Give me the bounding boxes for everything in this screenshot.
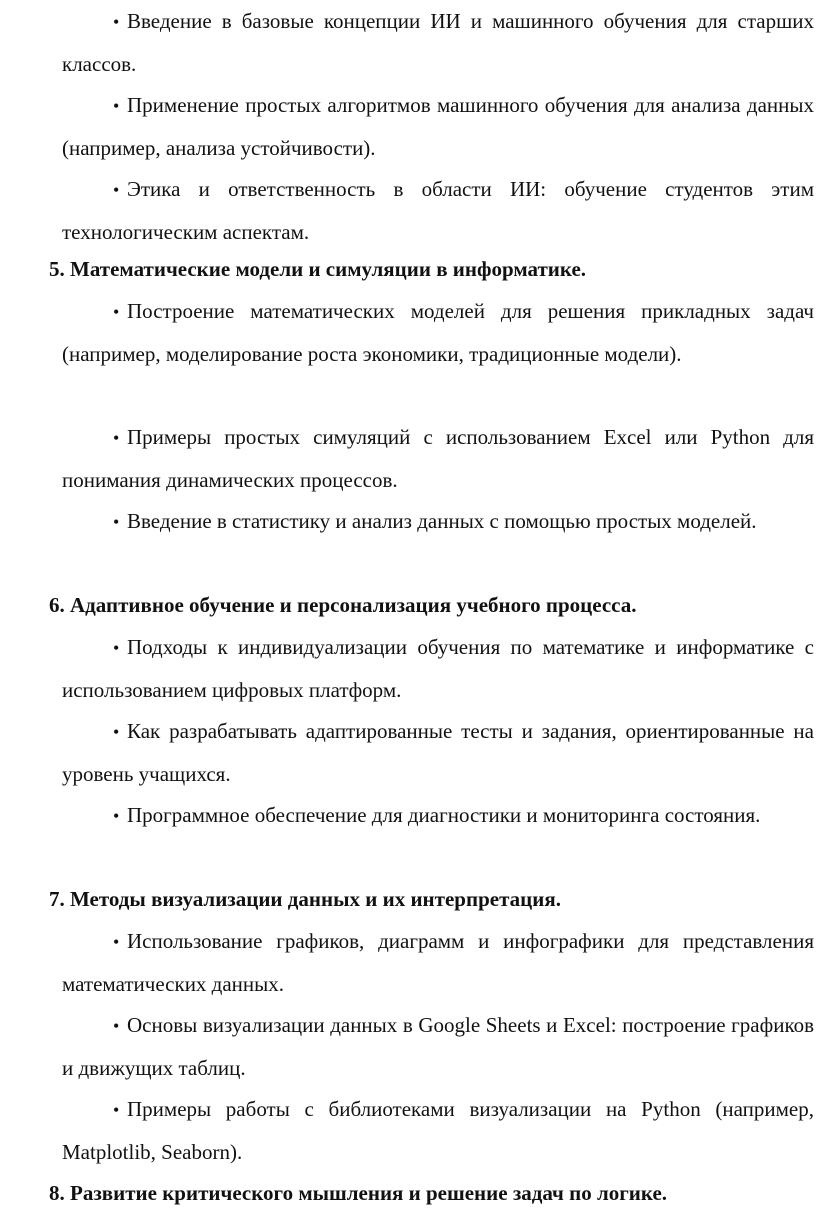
- bullet-icon: •: [113, 428, 120, 448]
- bullet-icon: •: [113, 722, 120, 742]
- list-item: • Применение простых алгоритмов машинного обучения для анализа данных (например, анализа устойчивости).: [62, 84, 814, 169]
- bullet-icon: •: [113, 512, 120, 532]
- bullet-icon: •: [113, 638, 120, 658]
- list-item: • Программное обеспечение для диагностики и мониторинга состояния.: [62, 794, 814, 837]
- list-item: • Введение в статистику и анализ данных с помощью простых моделей.: [62, 500, 814, 543]
- bullet-icon: •: [113, 180, 120, 200]
- bullet-icon: •: [113, 806, 120, 826]
- bullet-icon: •: [113, 302, 120, 322]
- list-item: • Этика и ответственность в области ИИ: обучение студентов этим технологическим аспектам.: [62, 168, 814, 253]
- bullet-icon: •: [113, 932, 120, 952]
- section-heading: 6. Адаптивное обучение и персонализация учебного процесса.: [49, 593, 637, 617]
- list-item: • Использование графиков, диаграмм и инфографики для представления математических данных.: [62, 920, 814, 1005]
- bullet-icon: •: [113, 12, 120, 32]
- bullet-icon: •: [113, 1016, 120, 1036]
- section-heading: 7. Методы визуализации данных и их интерпретация.: [49, 887, 561, 911]
- section-heading: 5. Математические модели и симуляции в информатике.: [49, 257, 587, 281]
- section-heading: 8. Развитие критического мышления и решение задач по логике.: [49, 1181, 668, 1205]
- list-item: • Построение математических моделей для решения прикладных задач (например, моделирование роста экономики, традиционные модели).: [62, 290, 814, 375]
- list-item: • Подходы к индивидуализации обучения по математике и информатике с использованием цифровых платформ.: [62, 626, 814, 711]
- list-item: • Основы визуализации данных в Google Sheets и Excel: построение графиков и движущих таблиц.: [62, 1004, 814, 1089]
- list-item: • Как разрабатывать адаптированные тесты и задания, ориентированные на уровень учащихся.: [62, 710, 814, 795]
- list-item: • Примеры простых симуляций с использованием Excel или Python для понимания динамических процессов.: [62, 416, 814, 501]
- list-item: • Введение в базовые концепции ИИ и машинного обучения для старших классов.: [62, 0, 814, 85]
- bullet-icon: •: [113, 96, 120, 116]
- bullet-icon: •: [113, 1100, 120, 1120]
- list-item: • Примеры работы с библиотеками визуализации на Python (например, Matplotlib, Seaborn).: [62, 1088, 814, 1173]
